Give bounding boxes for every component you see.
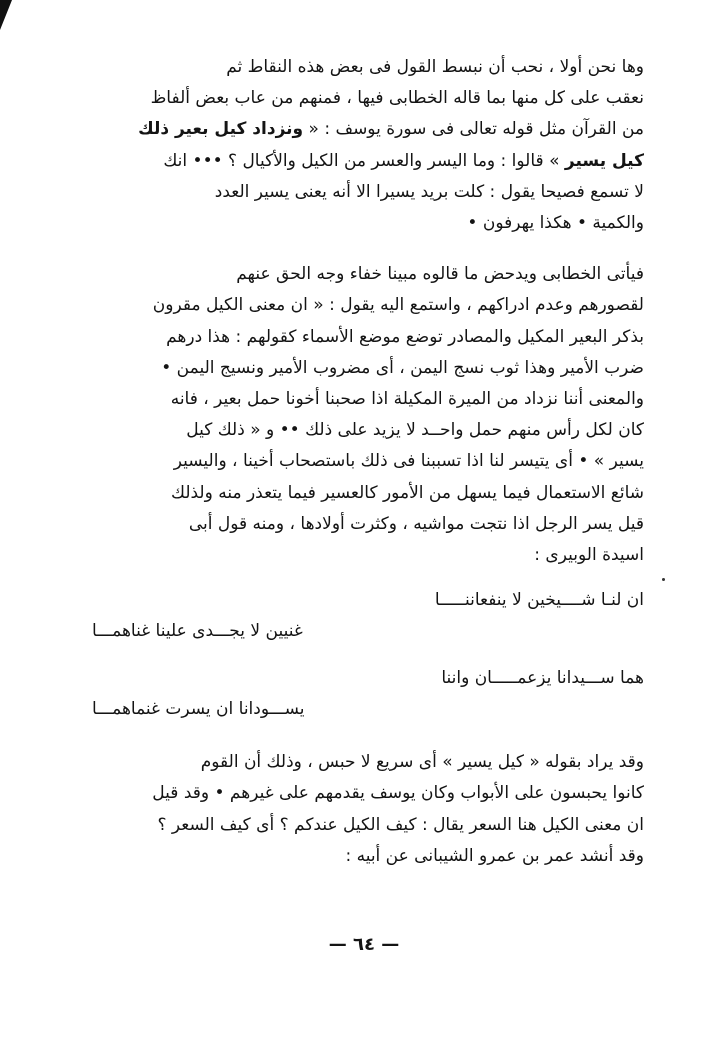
paragraph-2-line: كان لكل رأس منهم حمل واحــد لا يزيد على ذلك •• و « ذلك كيل xyxy=(186,420,644,441)
paragraph-3-line: كانوا يحبسون على الأبواب وكان يوسف يقدمهم على غيرهم • وقد قيل xyxy=(152,783,644,804)
paragraph-1-line xyxy=(84,146,644,177)
poem-verses xyxy=(84,585,644,725)
paragraph-2-line: شائع الاستعمال فيما يسهل من الأمور كالعسير فيما يتعذر منه ولذلك xyxy=(171,482,644,503)
page-number: — ٦٤ — xyxy=(328,934,400,955)
paragraph-1-line: لا تسمع فصيحا يقول : كلت بريد يسيرا الا أنه يعنى يسير العدد xyxy=(214,181,644,202)
verse-hemistich-second: غنيين لا يجـــدى علينا غناهمـــا xyxy=(92,621,303,642)
paragraph-2-line: لقصورهم وعدم ادراكهم ، واستمع اليه يقول : « ان معنى الكيل مقرون xyxy=(152,295,644,316)
paragraph-2-line: قيل يسر الرجل اذا نتجت مواشيه ، وكثرت أولادها ، ومنه قول أبى xyxy=(188,513,644,534)
verse-hemistich-second: يســـودانا ان يسرت غنماهمـــا xyxy=(92,699,305,720)
paragraph-2-line: ضرب الأمير وهذا ثوب نسج اليمن ، أى مضروب الأمير ونسيج اليمن • xyxy=(161,357,644,378)
paragraph-2-line: يسير » • أى يتيسر لنا اذا تسببنا فى ذلك باستصحاب أخينا ، واليسير xyxy=(173,451,644,472)
verse-hemistich-first: ان لنـا شــــيخين لا ينفعاننـــــا xyxy=(434,590,644,611)
verse-hemistich-first: هما ســـيدانا يزعمـــــان واننا xyxy=(441,668,644,689)
quote-intro: من القرآن مثل قوله تعالى فى سورة يوسف : « xyxy=(303,119,644,140)
quran-verse-bold: ونزداد كيل بعير ذلك xyxy=(138,119,304,140)
paragraph-1-line xyxy=(84,114,644,145)
paragraph-3 xyxy=(84,747,644,872)
paragraph-1-line: نعقب على كل منها بما قاله الخطابى فيها ، فمنهم من عاب بعض ألفاظ xyxy=(150,88,644,109)
paragraph-2-line: بذكر البعير المكيل والمصادر توضع موضع الأسماء كقولهم : هذا درهم xyxy=(166,326,644,347)
paragraph-1-line: وها نحن أولا ، نحب أن نبسط القول فى بعض هذه النقاط ثم xyxy=(226,57,644,77)
document-page xyxy=(84,52,644,872)
paragraph-3-line: وقد أنشد عمر بن عمرو الشيبانى عن أبيه : xyxy=(345,845,644,866)
corner-scan-mark xyxy=(0,0,12,30)
paragraph-3-line: وقد يراد بقوله « كيل يسير » أى سريع لا حبس ، وذلك أن القوم xyxy=(200,752,644,773)
scan-speck xyxy=(662,578,665,581)
paragraph-2-line: فيأتى الخطابى ويدحض ما قالوه مبينا خفاء وجه الحق عنهم xyxy=(236,264,644,285)
quote-outro: » قالوا : وما اليسر والعسر من الكيل والأكيال ؟ ••• انك xyxy=(163,150,565,171)
paragraph-2-line: والمعنى أننا نزداد من الميرة المكيلة اذا صحبنا أخونا حمل بعير ، فانه xyxy=(170,389,644,410)
quran-verse-bold-continued: كيل يسير xyxy=(564,150,644,171)
paragraph-2-line: اسيدة الوبيرى : xyxy=(534,545,644,566)
paragraph-1 xyxy=(84,52,644,239)
paragraph-1-line: والكمية • هكذا يهرفون • xyxy=(467,213,644,234)
paragraph-3-line: ان معنى الكيل هنا السعر يقال : كيف الكيل عندكم ؟ أى كيف السعر ؟ xyxy=(157,814,644,835)
paragraph-2 xyxy=(84,259,644,571)
